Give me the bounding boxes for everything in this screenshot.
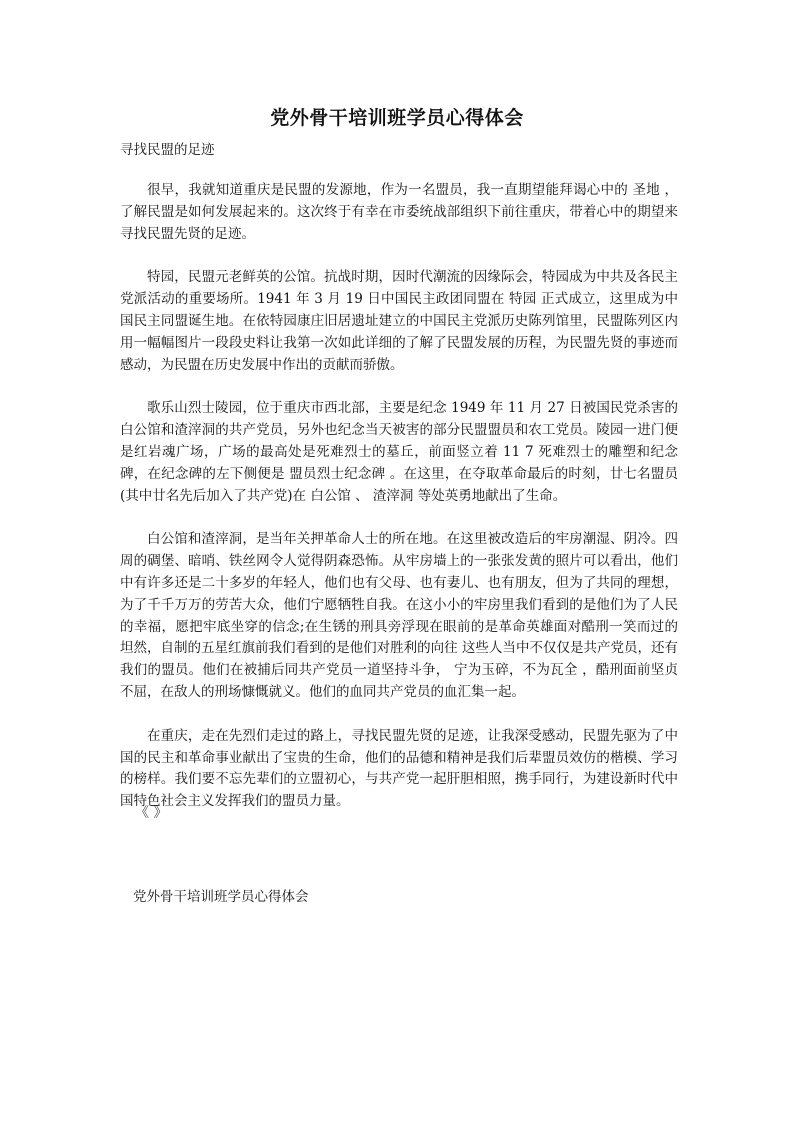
footer-title: 党外骨干培训班学员心得体会 xyxy=(133,889,309,905)
paragraph-2: 特园，民盟元老鲜英的公馆。抗战时期，因时代潮流的因缘际会，特园成为中共及各民主党派活动的重要场所。1941 年 3 月 19 日中国民主政团同盟在 特园 正式成立，这里成为中国民主同盟诞生地。在依特园康庄旧居遗址建立的中国民主党派历史陈列馆里，民盟陈列区内用一幅幅图片一段段史料让我第一次如此详细的了解了民盟发展的历程，为民盟先贤的事迹而感动，为民盟在历史发展中作出的贡献而骄傲。 xyxy=(120,269,678,373)
empty-brackets: 《 》 xyxy=(135,805,168,821)
body-text xyxy=(120,180,678,835)
page-title: 党外骨干培训班学员心得体会 xyxy=(270,107,524,129)
paragraph-5: 在重庆，走在先烈们走过的路上，寻找民盟先贤的足迹，让我深受感动，民盟先驱为了中国的民主和革命事业献出了宝贵的生命，他们的品德和精神是我们后辈盟员效仿的楷模、学习的榜样。我们要不忘先辈们的立盟初心，与共产党一起肝胆相照，携手同行，为建设新时代中国特色社会主义发挥我们的盟员力量。 xyxy=(120,727,678,810)
paragraph-3: 歌乐山烈士陵园，位于重庆市西北部，主要是纪念 1949 年 11 月 27 日被国民党杀害的白公馆和渣滓洞的共产党员，另外也纪念当天被害的部分民盟盟员和农工党员。陵园一进门便是红岩魂广场，广场的最高处是死难烈士的墓丘，前面竖立着 11 7 死难烈士的雕塑和纪念碑，在纪念碑的左下侧便是 盟员烈士纪念碑 。在这里，在夺取革命最后的时刻，廿七名盟员(其中廿名先后加入了共产党)在 白公馆 、 渣滓洞 等处英勇地献出了生命。 xyxy=(120,400,678,504)
paragraph-1: 很早，我就知道重庆是民盟的发源地，作为一名盟员，我一直期望能拜谒心中的 圣地 ，了解民盟是如何发展起来的。这次终于有幸在市委统战部组织下前往重庆，带着心中的期望来寻找民盟先贤的足迹。 xyxy=(120,182,678,242)
paragraph-4: 白公馆和渣滓洞，是当年关押革命人士的所在地。在这里被改造后的牢房潮湿、阴冷。四周的碉堡、暗哨、铁丝网令人觉得阴森恐怖。从牢房墙上的一张张发黄的照片可以看出，他们中有许多还是二十多岁的年轻人，他们也有父母、也有妻儿、也有朋友，但为了共同的理想，为了千千万万的劳苦大众，他们宁愿牺牲自我。在这小小的牢房里我们看到的是他们为了人民的幸福，愿把牢底坐穿的信念;在生锈的刑具旁浮现在眼前的是革命英雄面对酷刑一笑而过的坦然，自制的五星红旗前我们看到的是他们对胜利的向往 这些人当中不仅仅是共产党员，还有我们的盟员。他们在被捕后同共产党员一道坚持斗争， 宁为玉碎，不为瓦全 ，酷刑面前坚贞不屈，在敌人的刑场慷慨就义。他们的血同共产党员的血汇集一起。 xyxy=(120,531,678,700)
page-subtitle: 寻找民盟的足迹 xyxy=(120,142,215,158)
